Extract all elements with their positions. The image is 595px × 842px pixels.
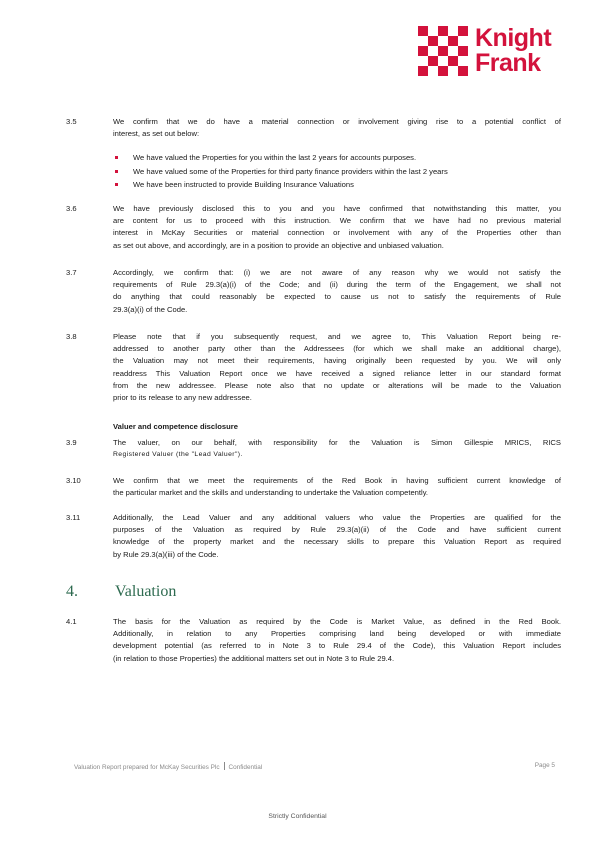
knight-frank-logo: [418, 26, 563, 80]
logo-line-2: Frank: [475, 49, 541, 77]
text-line: We confirm that we meet the requirements of the Red Book in having sufficient current knowledge of: [113, 476, 561, 485]
text-line: Accordingly, we confirm that: (i) we are not aware of any reason why we would not satisfy the: [113, 268, 561, 277]
text-line: purposes of the Valuation as required by Rule 29.3(a)(ii) of the Code and have sufficient current: [113, 525, 561, 535]
text-line: Registered Valuer (the "Lead Valuer").: [113, 451, 243, 459]
text-line: The valuer, on our behalf, with responsibility for the Valuation is Simon Gillespie MRICS, RICS: [113, 438, 561, 447]
text-line: prior to its release to any new addressee.: [113, 393, 252, 403]
paragraph-number: 3.6: [66, 204, 77, 213]
bullet-text: We have valued the Properties for you within the last 2 years for accounts purposes.: [133, 153, 417, 162]
text-line: the particular market and the skills and understanding to undertake the Valuation competently.: [113, 488, 429, 498]
list-item: [113, 151, 561, 165]
paragraph-number: 3.11: [66, 513, 81, 522]
paragraph-number: 3.7: [66, 268, 77, 277]
text-line: Please note that if you subsequently request, and we agree to, This Valuation Report being re-: [113, 332, 561, 341]
list-item: [113, 165, 561, 179]
logo-mark-icon: [418, 26, 468, 76]
paragraph-number: 3.5: [66, 117, 77, 126]
logo-line-1: Knight: [475, 24, 552, 52]
text-line: readdress This Valuation Report once we have received a signed reliance letter in our standard format: [113, 368, 561, 378]
text-line: do anything that could reasonably be expected to cause us not to satisfy the requirements of Rule: [113, 292, 561, 302]
text-line: (in relation to those Properties) the additional matters set out in Note 3 to Rule 29.4.: [113, 653, 395, 663]
bullet-square-icon: [115, 183, 118, 186]
footer-page-number: Page 5: [534, 762, 555, 769]
text-line: from the new addressee. Please note also that no update or alterations will be made to the Valuation: [113, 380, 561, 390]
text-line: addressed to another party other than the Addressees (for which we shall make an additional charge),: [113, 344, 561, 354]
text-line: interest in McKay Securities or material connection or involvement with any of the Properties other than: [113, 228, 561, 238]
text-line: development potential (as referred to in Note 3 to Rule 29.4 of the Code), this Valuation Report includes: [113, 641, 561, 651]
text-line: Additionally, in relation to any Properties comprising land being developed or with immediate: [113, 629, 561, 639]
section-number: 4.: [66, 583, 78, 600]
bullet-square-icon: [115, 170, 118, 173]
bullet-text: We have been instructed to provide Building Insurance Valuations: [133, 180, 354, 189]
text-line: interest, as set out below:: [113, 129, 200, 139]
footer-report-title: Valuation Report prepared for McKay Securities Plc: [74, 764, 220, 771]
footer-confidential: Confidential: [228, 764, 263, 771]
paragraph-number: 3.10: [66, 476, 81, 485]
paragraph-number: 3.9: [66, 438, 77, 447]
section-title: Valuation: [115, 583, 177, 600]
footer-left: [74, 762, 262, 771]
text-line: We confirm that we do have a material connection or involvement giving rise to a potential conflict of: [113, 117, 561, 126]
list-item: [113, 178, 561, 192]
conflict-bullet-list: [113, 151, 561, 192]
paragraph-number: 4.1: [66, 617, 77, 626]
text-line: knowledge of the property market and the necessary skills to prepare this Valuation Report as required: [113, 537, 561, 547]
bullet-square-icon: [115, 156, 118, 159]
logo-wordmark: [475, 26, 551, 76]
text-line: 29.3(a)(i) of the Code.: [113, 304, 188, 314]
text-line: the Valuation may not meet their requirements, having originally been requested by you. We will only: [113, 356, 561, 366]
text-line: requirements of Rule 29.3(a)(i) of the Code; and (ii) during the term of the Engagement, we shall not: [113, 280, 561, 290]
strictly-confidential-note: Strictly Confidential: [268, 813, 327, 820]
subheading-valuer-competence: Valuer and competence disclosure: [113, 422, 238, 431]
text-line: are content for us to proceed with this instruction. We confirm that we have had no previous material: [113, 216, 561, 226]
text-line: We have previously disclosed this to you and you have confirmed that notwithstanding this matter, you: [113, 204, 561, 213]
text-line: as set out above, and accordingly, are in a position to provide an objective and unbiased valuation.: [113, 240, 444, 250]
text-line: The basis for the Valuation as required by the Code is Market Value, as defined in the Red Book.: [113, 617, 561, 626]
text-line: Additionally, the Lead Valuer and any additional valuers who value the Properties are qualified for the: [113, 513, 561, 522]
paragraph-number: 3.8: [66, 332, 77, 341]
text-line: by Rule 29.3(a)(iii) of the Code.: [113, 549, 219, 559]
bullet-text: We have valued some of the Properties for third party finance providers within the last 2 years: [133, 166, 448, 176]
footer-separator: [224, 762, 225, 770]
